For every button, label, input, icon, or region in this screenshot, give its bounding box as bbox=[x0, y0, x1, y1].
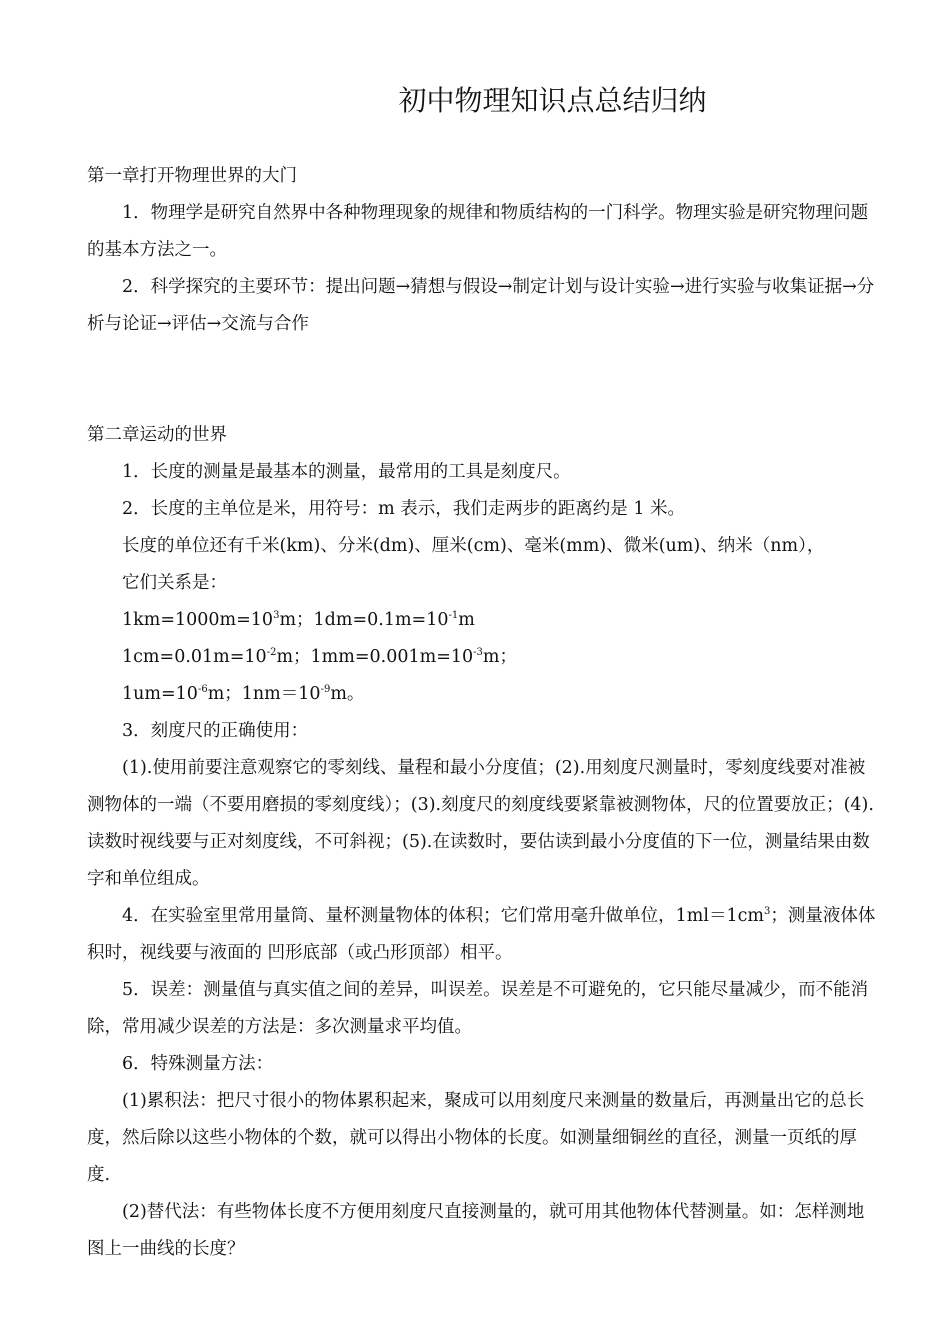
chapter-1-item-1: 1．物理学是研究自然界中各种物理现象的规律和物质结构的一门科学。物理实验是研究物理问题的基本方法之一。 bbox=[87, 203, 869, 260]
exponent-minus-9: -9 bbox=[320, 684, 331, 696]
cubic-exponent: 3 bbox=[764, 906, 771, 918]
item-4-part-b: ；测量液体体积时，视线要与液面的 凹形底部（或凸形顶部）相平。 bbox=[87, 906, 876, 963]
exponent-3: 3 bbox=[273, 610, 280, 622]
chapter-2-item-2: 2．长度的主单位是米，用符号：m 表示，我们走两步的距离约是 1 米。 bbox=[122, 499, 686, 519]
unit-conversion-3-part-a: 1um=10 bbox=[122, 684, 198, 704]
document-body bbox=[87, 158, 877, 1268]
chapter-2-item-1: 1．长度的测量是最基本的测量，最常用的工具是刻度尺。 bbox=[122, 462, 571, 482]
accumulation-method: (1)累积法：把尺寸很小的物体累积起来，聚成可以用刻度尺来测量的数量后，再测量出它的总长度，然后除以这些小物体的个数，就可以得出小物体的长度。如测量细铜丝的直径，测量一页纸的厚度. bbox=[87, 1091, 865, 1185]
unit-conversion-line-1 bbox=[87, 602, 877, 639]
unit-conversion-2-part-b: m；1mm=0.001m=10 bbox=[276, 647, 474, 667]
length-units-intro: 长度的单位还有千米(km)、分米(dm)、厘米(cm)、毫米(mm)、微米(um)、纳米（nm）， bbox=[122, 536, 825, 556]
item-4-part-a: 4．在实验室里常用量筒、量杯测量物体的体积；它们常用毫升做单位，1ml＝1cm bbox=[122, 906, 764, 926]
chapter-1-heading: 第一章打开物理世界的大门 bbox=[87, 166, 297, 186]
unit-conversion-3-part-c: m。 bbox=[330, 684, 365, 704]
exponent-minus-6: -6 bbox=[197, 684, 208, 696]
length-units-relation-label: 它们关系是： bbox=[122, 573, 227, 593]
unit-conversion-3-part-b: m；1nm＝10 bbox=[207, 684, 321, 704]
substitution-method: (2)替代法：有些物体长度不方便用刻度尺直接测量的，就可用其他物体代替测量。如：怎样测地图上一曲线的长度？ bbox=[87, 1202, 865, 1259]
chapter-2-heading: 第二章运动的世界 bbox=[87, 425, 227, 445]
exponent-minus-2: -2 bbox=[266, 647, 277, 659]
unit-conversion-2-part-c: m； bbox=[482, 647, 518, 667]
chapter-2-item-3: 3．刻度尺的正确使用： bbox=[122, 721, 309, 741]
unit-conversion-1-part-b: m；1dm=0.1m=10 bbox=[279, 610, 449, 630]
chapter-1-item-2: 2．科学探究的主要环节：提出问题→猜想与假设→制定计划与设计实验→进行实验与收集证据→分析与论证→评估→交流与合作 bbox=[87, 277, 875, 334]
ruler-usage-rules: (1).使用前要注意观察它的零刻线、量程和最小分度值；(2).用刻度尺测量时，零刻度线要对准被测物体的一端（不要用磨损的零刻度线）；(3).刻度尺的刻度线要紧靠被测物体，尺的位置要放正；(4).读数时视线要与正对刻度线，不可斜视；(5).在读数时，要估读到最小分度值的下一位，测量结果由数字和单位组成。 bbox=[87, 758, 874, 889]
chapter-2-item-4 bbox=[87, 898, 877, 972]
unit-conversion-1-part-a: 1km=1000m=10 bbox=[122, 610, 274, 630]
unit-conversion-line-2 bbox=[87, 639, 877, 676]
chapter-2-item-6: 6．特殊测量方法： bbox=[122, 1054, 274, 1074]
exponent-minus-3: -3 bbox=[473, 647, 483, 659]
unit-conversion-1-part-c: m bbox=[458, 610, 475, 630]
unit-conversion-2-part-a: 1cm=0.01m=10 bbox=[122, 647, 267, 667]
unit-conversion-line-3 bbox=[87, 676, 877, 713]
exponent-minus-1: -1 bbox=[448, 610, 459, 622]
document-title: 初中物理知识点总结归纳 bbox=[398, 84, 707, 117]
chapter-2-item-5: 5．误差：测量值与真实值之间的差异，叫误差。误差是不可避免的，它只能尽量减少，而不能消除，常用减少误差的方法是：多次测量求平均值。 bbox=[87, 980, 869, 1037]
